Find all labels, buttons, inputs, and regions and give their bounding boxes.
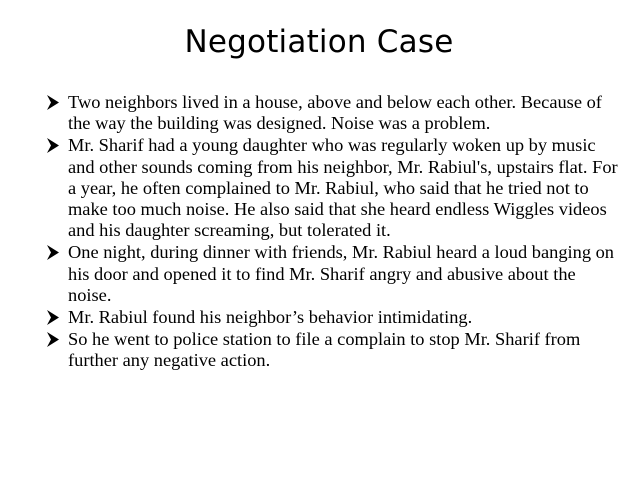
bullet-list: [46, 92, 618, 372]
bullet-text: Mr. Sharif had a young daughter who was regularly woken up by music and other sounds coming from his neighbor, Mr. Rabiul's, upstairs flat. For a year, he often complained to Mr. Rabiul, who said that he tried not to make too much noise. He also said that she heard endless Wiggles videos and his daughter screaming, but tolerated it.: [68, 135, 618, 241]
slide-title: Negotiation Case: [184, 24, 454, 60]
bullet-text: One night, during dinner with friends, Mr. Rabiul heard a loud banging on his door and opened it to find Mr. Sharif angry and abusive about the noise.: [68, 242, 615, 305]
arrowhead-bullet-icon: [46, 331, 60, 348]
bullet-text: Mr. Rabiul found his neighbor’s behavior intimidating.: [68, 307, 473, 328]
arrowhead-bullet-icon: [46, 244, 60, 261]
bullet-text: Two neighbors lived in a house, above and below each other. Because of the way the building was designed. Noise was a problem.: [68, 92, 602, 134]
arrowhead-bullet-icon: [46, 94, 60, 111]
bullet-item: [46, 242, 618, 306]
bullet-text: So he went to police station to file a complain to stop Mr. Sharif from further any negative action.: [68, 329, 581, 371]
arrowhead-bullet-icon: [46, 137, 60, 154]
bullet-item: [46, 135, 618, 241]
arrowhead-bullet-icon: [46, 309, 60, 326]
bullet-item: [46, 92, 618, 134]
bullet-item: [46, 307, 618, 328]
bullet-item: [46, 329, 618, 371]
